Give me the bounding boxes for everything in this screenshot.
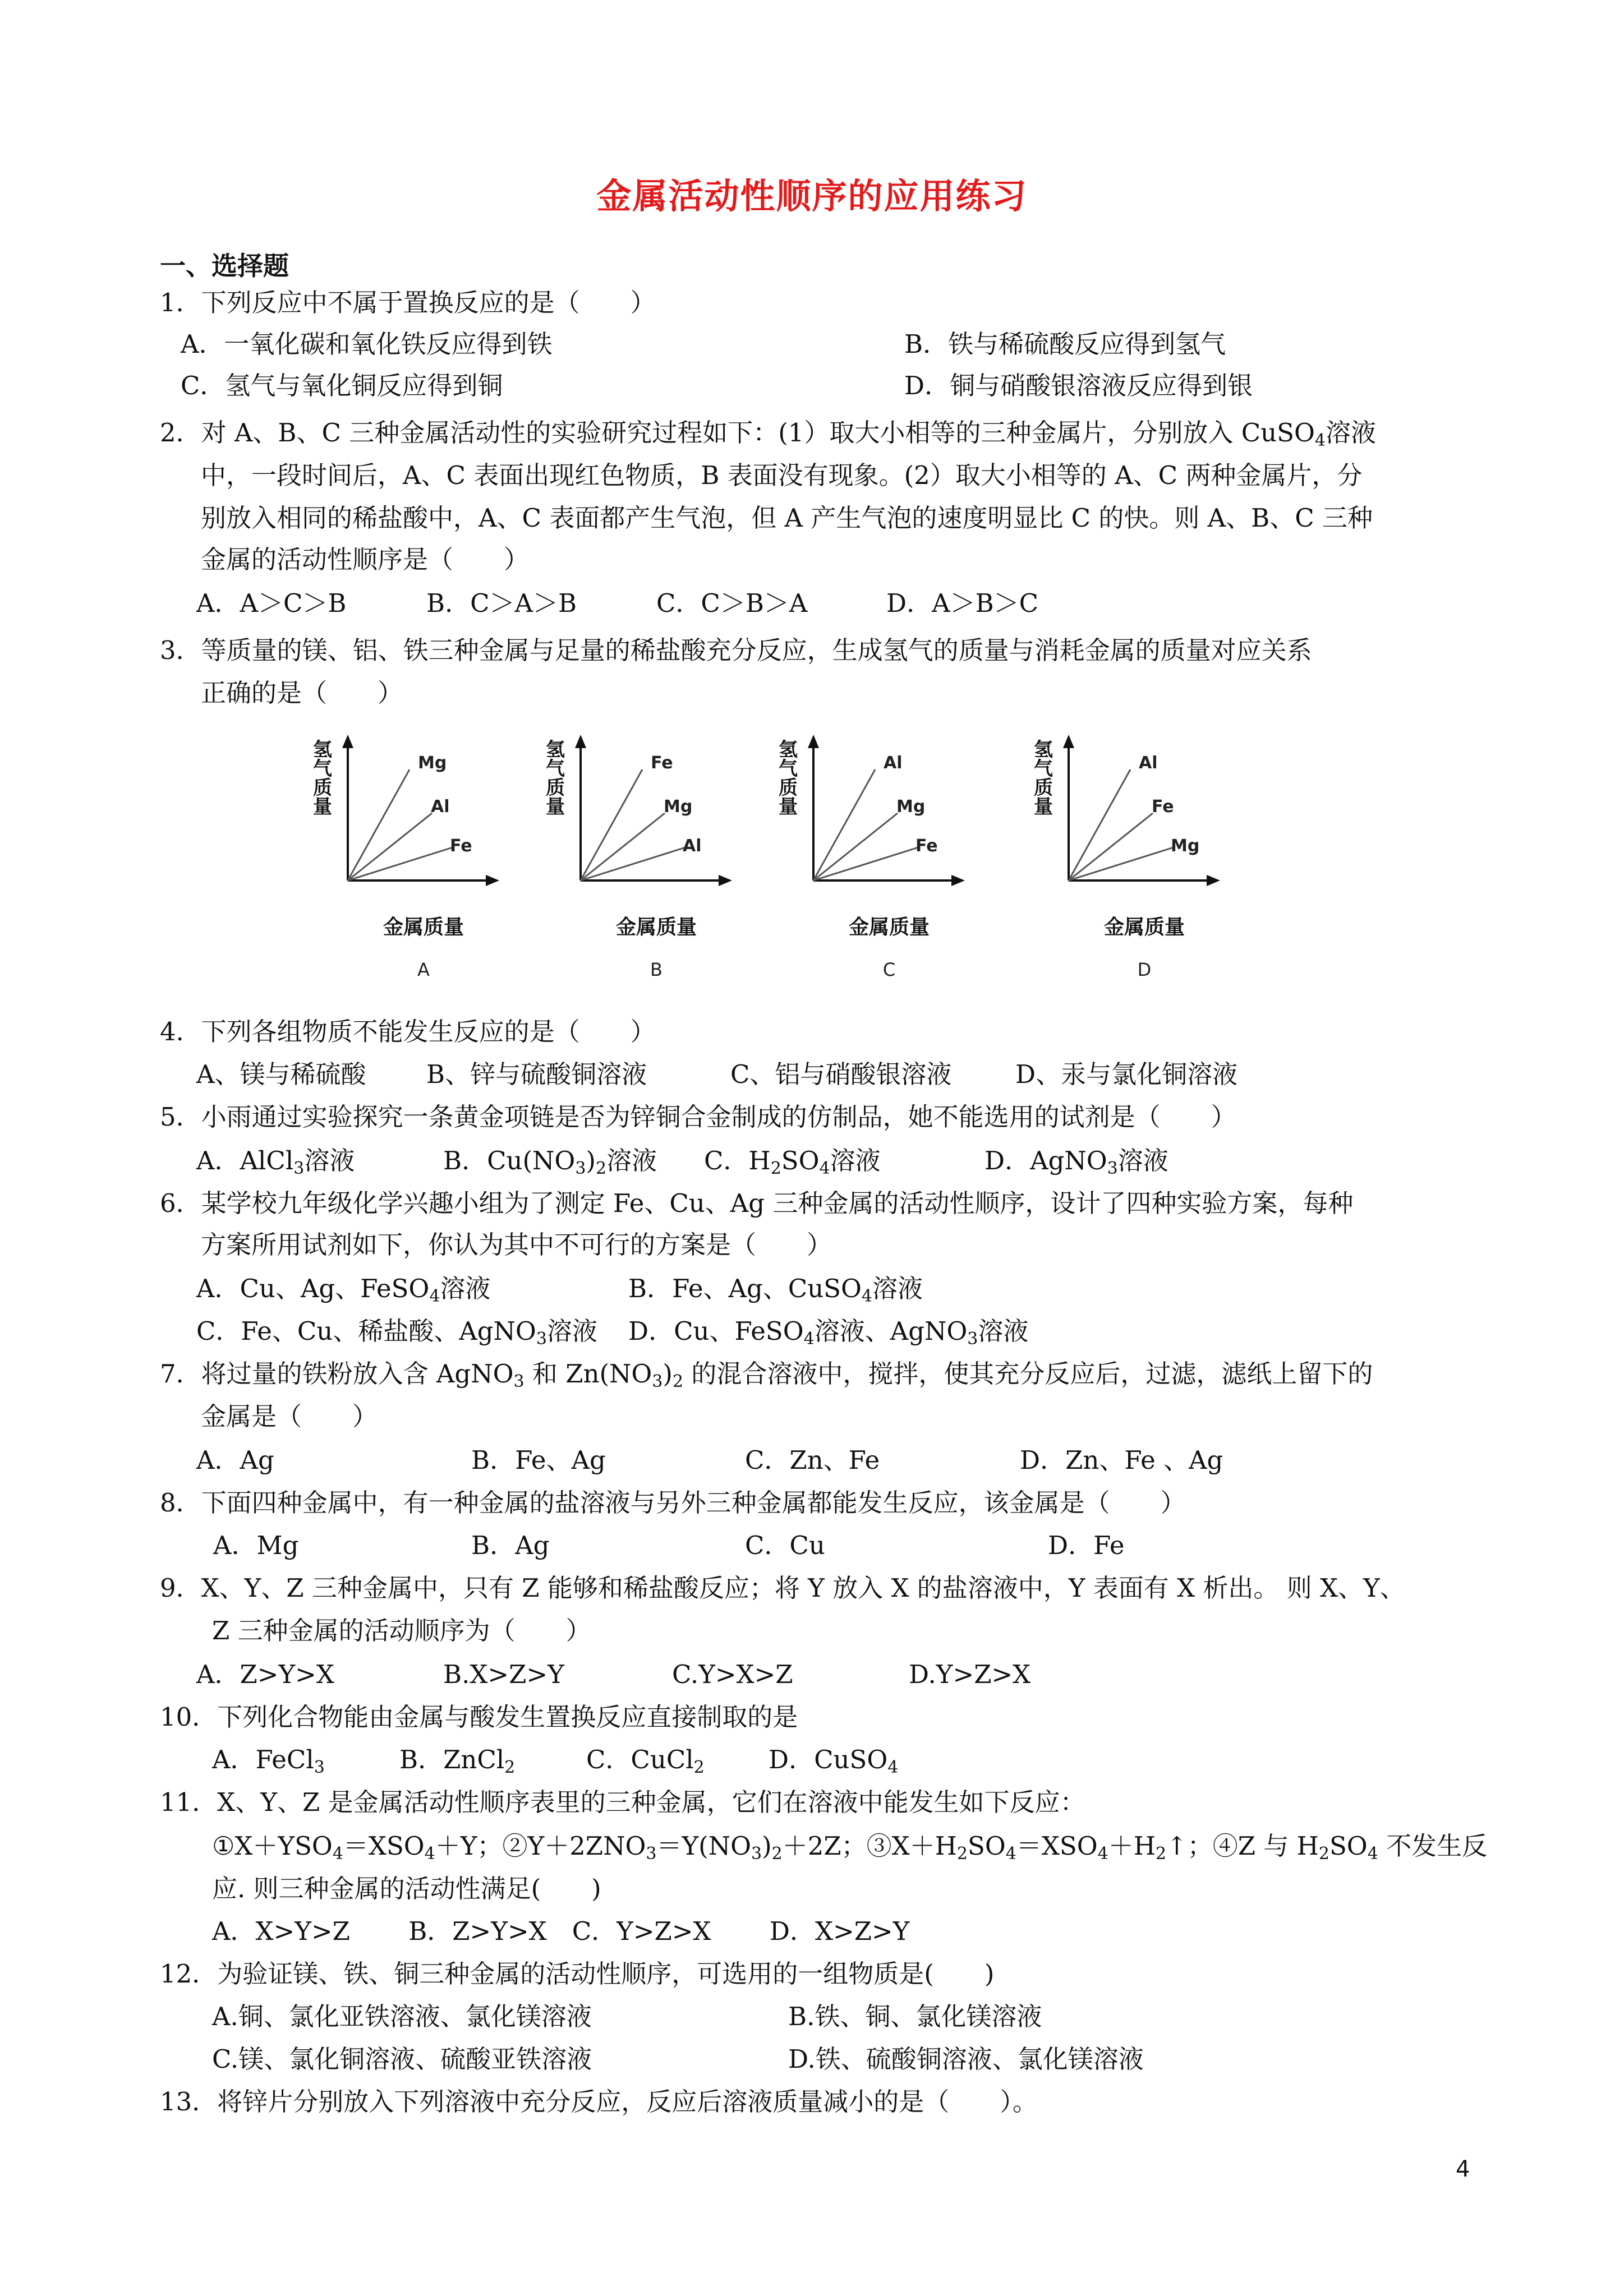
q8-option-c: C．Cu xyxy=(745,1530,825,1560)
question-9-line-2: Z 三种金属的活动顺序为（ ） xyxy=(212,1616,591,1645)
q5-option-c: C．$H_2SO_4$溶液 xyxy=(704,1146,881,1178)
q5-option-d: D．AgNO$_3$溶液 xyxy=(984,1146,1168,1178)
question-1-stem: 1．下列反应中不属于置换反应的是（ ） xyxy=(160,288,656,317)
question-2-line-3: 别放入相同的稀盐酸中，A、C 表面都产生气泡，但 A 产生气泡的速度明显比 C 的快。则 A、B、C 三种 xyxy=(201,503,1373,533)
question-6-line-1: 6．某学校九年级化学兴趣小组为了测定 Fe、Cu、Ag 三种金属的活动性顺序，设计了四种实验方案，每种 xyxy=(160,1188,1354,1218)
metal-label: Al xyxy=(1139,753,1158,773)
metal-label: Fe xyxy=(1152,797,1174,817)
q4-option-a: A、镁与稀硫酸 xyxy=(196,1059,366,1089)
graph-option-c xyxy=(769,729,1004,987)
question-8-stem: 8．下面四种金属中，有一种金属的盐溶液与另外三种金属都能发生反应，该金属是（ ） xyxy=(160,1488,1186,1518)
question-11-line-1: 11．X、Y、Z 是金属活动性顺序表里的三种金属，它们在溶液中能发生如下反应： xyxy=(160,1787,1085,1817)
q12-option-b: B.铁、铜、氯化镁溶液 xyxy=(788,2002,1042,2031)
q11-options: A．X>Y>Z B．Z>Y>X C．Y>Z>X D．X>Z>Y xyxy=(212,1916,910,1946)
q4-option-c: C、铝与硝酸银溶液 xyxy=(730,1059,952,1089)
graph-option-letter: C xyxy=(882,959,896,980)
q6-option-b: B．Fe、Ag、CuSO$_4$溶液 xyxy=(628,1274,923,1306)
question-12-stem: 12．为验证镁、铁、铜三种金属的活动性顺序，可选用的一组物质是( ) xyxy=(160,1959,995,1989)
q8-option-d: D．Fe xyxy=(1048,1530,1125,1560)
metal-label: Al xyxy=(683,836,702,856)
question-9-line-1: 9．X、Y、Z 三种金属中，只有 Z 能够和稀盐酸反应；将 Y 放入 X 的盐溶液中，Y 表面有 X 析出。 则 X、Y、 xyxy=(160,1573,1405,1603)
q10-option-c: C．CuCl$_2$ xyxy=(586,1745,705,1777)
q7-option-d: D．Zn、Fe 、Ag xyxy=(1020,1445,1223,1475)
y-axis-arrow xyxy=(1063,735,1074,748)
q10-option-b: B．ZnCl$_2$ xyxy=(399,1745,516,1777)
x-axis-label: 金属质量 xyxy=(383,916,464,939)
y-axis-label: 氢气质量 xyxy=(313,739,332,818)
graph-option-b xyxy=(536,729,771,987)
graph-option-letter: D xyxy=(1137,959,1152,980)
metal-label: Fe xyxy=(651,753,673,773)
y-axis-label: 氢气质量 xyxy=(546,739,565,818)
q7-option-a: A．Ag xyxy=(196,1445,274,1475)
page-title: 金属活动性顺序的应用练习 xyxy=(596,176,1028,216)
q2-option-a: A．A＞C＞B xyxy=(196,588,347,618)
y-axis-arrow xyxy=(575,735,586,748)
question-4-stem: 4．下列各组物质不能发生反应的是（ ） xyxy=(160,1017,656,1046)
metal-label: Mg xyxy=(896,797,926,817)
q6-option-d: D．Cu、FeSO$_4$溶液、AgNO$_3$溶液 xyxy=(628,1316,1029,1349)
q9-option-d: D.Y>Z>X xyxy=(909,1659,1031,1689)
y-axis-arrow xyxy=(808,735,819,748)
graph-svg xyxy=(1024,729,1259,987)
q6-option-a: A．Cu、Ag、FeSO$_4$溶液 xyxy=(196,1274,491,1306)
y-axis-arrow xyxy=(342,735,353,748)
question-11-line-3: 应. 则三种金属的活动性满足( ) xyxy=(212,1874,601,1903)
metal-label: Mg xyxy=(418,753,447,773)
metal-label: Al xyxy=(431,797,450,817)
graph-svg xyxy=(303,729,539,987)
metal-line-mg xyxy=(813,813,898,880)
x-axis-arrow xyxy=(486,875,499,886)
q10-option-a: A．FeCl$_3$ xyxy=(212,1745,325,1777)
q12-option-a: A.铜、氯化亚铁溶液、氯化镁溶液 xyxy=(212,2002,592,2031)
metal-line-al xyxy=(348,813,432,880)
metal-line-mg xyxy=(581,813,665,880)
section-heading: 一、选择题 xyxy=(160,251,289,281)
q5-option-b: B．$Cu(NO_3)_2$溶液 xyxy=(443,1146,657,1178)
x-axis-arrow xyxy=(951,875,965,886)
question-10-stem: 10．下列化合物能由金属与酸发生置换反应直接制取的是 xyxy=(160,1702,798,1732)
metal-label: Mg xyxy=(664,797,693,817)
question-6-line-2: 方案所用试剂如下，你认为其中不可行的方案是（ ） xyxy=(201,1230,832,1260)
q1-option-d: D．铜与硝酸银溶液反应得到银 xyxy=(904,371,1253,400)
q1-option-a: A．一氧化碳和氧化铁反应得到铁 xyxy=(181,329,553,359)
q9-option-a: A．Z>Y>X xyxy=(196,1659,334,1689)
graph-svg xyxy=(769,729,1004,987)
q12-option-c: C.镁、氯化铜溶液、硫酸亚铁溶液 xyxy=(212,2044,592,2074)
x-axis-label: 金属质量 xyxy=(615,916,697,939)
q8-option-b: B．Ag xyxy=(471,1530,550,1560)
q12-option-d: D.铁、硫酸铜溶液、氯化镁溶液 xyxy=(788,2044,1144,2074)
question-7-line-1: 7．将过量的铁粉放入含 AgNO$_3$ 和 $Zn(NO_3)_2$ 的混合溶液中，搅拌，使其充分反应后，过滤，滤纸上留下的 xyxy=(160,1359,1373,1391)
x-axis-arrow xyxy=(719,875,732,886)
q9-option-b: B.X>Z>Y xyxy=(443,1659,564,1689)
metal-label: Mg xyxy=(1171,836,1200,856)
q4-option-d: D、汞与氯化铜溶液 xyxy=(1015,1059,1238,1089)
y-axis-label: 氢气质量 xyxy=(779,739,798,818)
q6-option-c: C．Fe、Cu、稀盐酸、AgNO$_3$溶液 xyxy=(196,1316,597,1349)
graph-option-letter: B xyxy=(650,959,663,980)
y-axis-label: 氢气质量 xyxy=(1034,739,1053,818)
question-5-stem: 5．小雨通过实验探究一条黄金项链是否为锌铜合金制成的仿制品，她不能选用的试剂是（ ） xyxy=(160,1102,1236,1132)
question-2-line-1: 2．对 A、B、C 三种金属活动性的实验研究过程如下：(1）取大小相等的三种金属片，分别放入 CuSO$_4$溶液 xyxy=(160,418,1376,450)
graph-option-a xyxy=(303,729,539,987)
question-7-line-2: 金属是（ ） xyxy=(201,1401,378,1431)
q7-option-c: C．Zn、Fe xyxy=(745,1445,880,1475)
question-13-stem: 13．将锌片分别放入下列溶液中充分反应，反应后溶液质量减小的是（ ）。 xyxy=(160,2087,1038,2117)
question-11-equations: $①X+YSO_4=XSO_4+Y$；$②Y+2ZNO_3=Y(NO_3)_2+2Z$；$③X+H_2SO_4=XSO_4+H_2↑$；④Z 与 $H_2SO_4$ 不发生反 xyxy=(212,1831,1488,1864)
question-2-line-4: 金属的活动性顺序是（ ） xyxy=(201,545,530,574)
page-number: 4 xyxy=(1456,2156,1470,2182)
q2-option-b: B．C＞A＞B xyxy=(426,588,577,618)
metal-label: Fe xyxy=(450,836,472,856)
metal-line-fe xyxy=(1069,813,1153,880)
q9-option-c: C.Y>X>Z xyxy=(672,1659,793,1689)
graph-svg xyxy=(536,729,771,987)
q7-option-b: B．Fe、Ag xyxy=(471,1445,606,1475)
graph-option-letter: A xyxy=(417,959,430,980)
question-2-line-2: 中，一段时间后，A、C 表面出现红色物质，B 表面没有现象。(2）取大小相等的 A、C 两种金属片，分 xyxy=(201,460,1363,490)
graph-option-d xyxy=(1024,729,1259,987)
x-axis-label: 金属质量 xyxy=(848,916,930,939)
q1-option-b: B．铁与稀硫酸反应得到氢气 xyxy=(904,329,1226,359)
q8-option-a: A．Mg xyxy=(213,1530,299,1560)
question-3-line-1: 3．等质量的镁、铝、铁三种金属与足量的稀盐酸充分反应，生成氢气的质量与消耗金属的质量对应关系 xyxy=(160,635,1312,665)
q10-option-d: D．CuSO$_4$ xyxy=(769,1745,899,1777)
question-3-line-2: 正确的是（ ） xyxy=(201,678,403,708)
q2-option-c: C．C＞B＞A xyxy=(656,588,808,618)
q5-option-a: A．AlCl$_3$溶液 xyxy=(196,1146,355,1178)
x-axis-arrow xyxy=(1207,875,1220,886)
q1-option-c: C．氢气与氧化铜反应得到铜 xyxy=(181,371,503,400)
x-axis-label: 金属质量 xyxy=(1103,916,1185,939)
q2-option-d: D．A＞B＞C xyxy=(886,588,1039,618)
metal-label: Fe xyxy=(915,836,938,856)
metal-label: Al xyxy=(884,753,903,773)
q4-option-b: B、锌与硫酸铜溶液 xyxy=(426,1059,647,1089)
